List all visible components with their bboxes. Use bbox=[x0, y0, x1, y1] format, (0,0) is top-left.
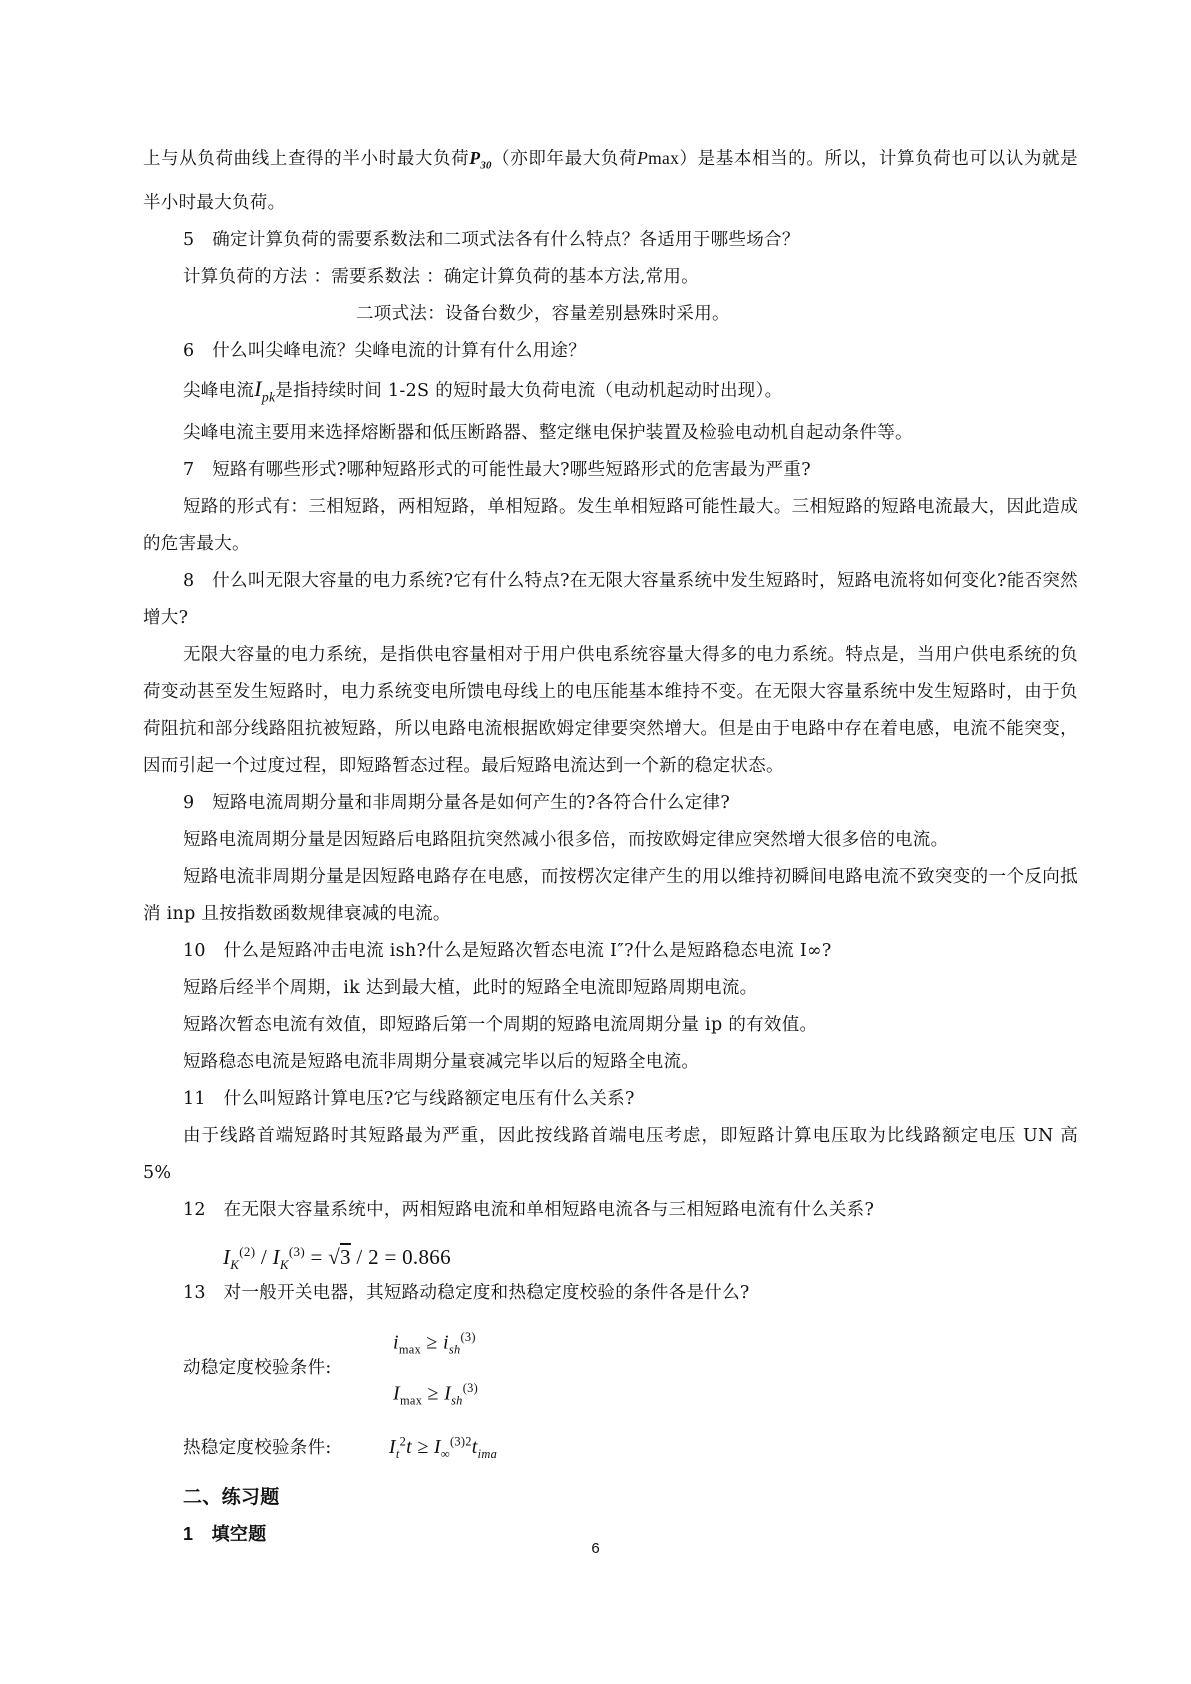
thermal-condition-equation: $I_t^2t \ge I_\infty^{(3)2}t_{ima}$ bbox=[388, 1434, 498, 1461]
symbol-ipk: $I_{pk}$ bbox=[254, 375, 276, 404]
answer-7: 短路的形式有：三相短路，两相短路，单相短路。发生单相短路可能性最大。三相短路的短路电流最大，因此造成的危害最大。 bbox=[143, 496, 1078, 554]
page-content bbox=[143, 140, 1078, 1553]
dynamic-stability-condition bbox=[143, 1318, 1078, 1419]
dynamic-condition-label: 动稳定度校验条件: bbox=[183, 1358, 332, 1379]
page-number: 6 bbox=[591, 1540, 600, 1557]
answer-9-line1: 短路电流周期分量是因短路后电路阻抗突然减小很多倍，而按欧姆定律应突然增大很多倍的电流。 bbox=[183, 829, 949, 850]
answer-5-line1: 计算负荷的方法 ：需要系数法 ：确定计算负荷的基本方法,常用。 bbox=[183, 266, 699, 287]
answer-6-line1: 尖峰电流$I_{pk}$是指持续时间 1-2S 的短时最大负荷电流（电动机起动时出现）。 bbox=[183, 375, 783, 404]
answer-10-line1: 短路后经半个周期，ik 达到最大植，此时的短路全电流即短路周期电流。 bbox=[183, 977, 758, 998]
answer-9-line2: 短路电流非周期分量是因短路电路存在电感，而按楞次定律产生的用以维持初瞬间电路电流不致突变的一个反向抵消 inp 且按指数函数规律衰减的电流。 bbox=[143, 866, 1078, 924]
section-heading: 二、练习题 bbox=[183, 1486, 280, 1508]
paragraph-p30 bbox=[143, 140, 1078, 222]
answer-8: 无限大容量的电力系统，是指供电容量相对于用户供电系统容量大得多的电力系统。特点是，当用户供电系统的负荷变动甚至发生短路时，电力系统变电所馈电母线上的电压能基本维持不变。在无限大容量系统中发生短路时，由于负荷阻抗和部分线路阻抗被短路，所以电路电流根据欧姆定律要突然增大。但是由于电路中存在着电感，电流不能突变，因而引起一个过度过程，即短路暂态过程。最后短路电流达到一个新的稳定状态。 bbox=[143, 644, 1078, 776]
question-13: 13 对一般开关电器，其短路动稳定度和热稳定度校验的条件各是什么? bbox=[183, 1282, 750, 1303]
thermal-condition-label: 热稳定度校验条件: bbox=[183, 1437, 332, 1458]
question-7: 7 短路有哪些形式?哪种短路形式的可能性最大?哪些短路形式的危害最为严重? bbox=[183, 459, 811, 480]
text-span: 上与从负荷曲线上查得的半小时最大负荷 bbox=[143, 149, 470, 169]
question-10: 10 什么是短路冲击电流 ish?什么是短路次暂态电流 I″?什么是短路稳态电流 I∞? bbox=[183, 940, 832, 961]
symbol-p30: $P_{30}$ bbox=[469, 148, 492, 172]
answer-10-line2: 短路次暂态电流有效值，即短路后第一个周期的短路电流周期分量 ip 的有效值。 bbox=[183, 1014, 818, 1035]
thermal-stability-condition bbox=[143, 1423, 1078, 1473]
question-12: 12 在无限大容量系统中，两相短路电流和单相短路电流各与三相短路电流有什么关系? bbox=[183, 1199, 875, 1220]
text-span: （亦即年最大负荷 bbox=[491, 149, 638, 169]
answer-6-line2: 尖峰电流主要用来选择熔断器和低压断路器、整定继电保护装置及检验电动机自起动条件等。 bbox=[183, 422, 913, 443]
subsection-heading: 1 填空题 bbox=[183, 1523, 267, 1544]
symbol-pmax: Pmax bbox=[637, 148, 680, 168]
question-8: 8 什么叫无限大容量的电力系统?它有什么特点?在无限大容量系统中发生短路时，短路电流将如何变化?能否突然增大? bbox=[143, 570, 1078, 628]
answer-10-line3: 短路稳态电流是短路电流非周期分量衰减完毕以后的短路全电流。 bbox=[183, 1051, 700, 1072]
question-6: 6 什么叫尖峰电流？尖峰电流的计算有什么用途？ bbox=[183, 340, 587, 361]
question-11: 11 什么叫短路计算电压?它与线路额定电压有什么关系? bbox=[183, 1088, 635, 1109]
equation-12: $I_K^{(2)} / I_K^{(3)} = √3 / 2 = 0.866$ bbox=[223, 1243, 451, 1273]
answer-11: 由于线路首端短路时其短路最为严重，因此按线路首端电压考虑，即短路计算电压取为比线路额定电压 UN 高 5% bbox=[143, 1125, 1078, 1183]
dynamic-condition-equations: $i_{max} \ge i_{sh}^{(3)}$ $I_{max} \ge I_{sh}^{(3)}$ bbox=[393, 1329, 479, 1408]
answer-5-line2: 二项式法：设备台数少，容量差别悬殊时采用。 bbox=[356, 303, 730, 324]
question-9: 9 短路电流周期分量和非周期分量各是如何产生的?各符合什么定律? bbox=[183, 792, 730, 813]
question-5: 5 确定计算负荷的需要系数法和二项式法各有什么特点？各适用于哪些场合？ bbox=[183, 229, 800, 250]
text-span: ）是基本相当的。所以，计算负荷也可以认为就是半小时最大负荷。 bbox=[143, 149, 1078, 213]
